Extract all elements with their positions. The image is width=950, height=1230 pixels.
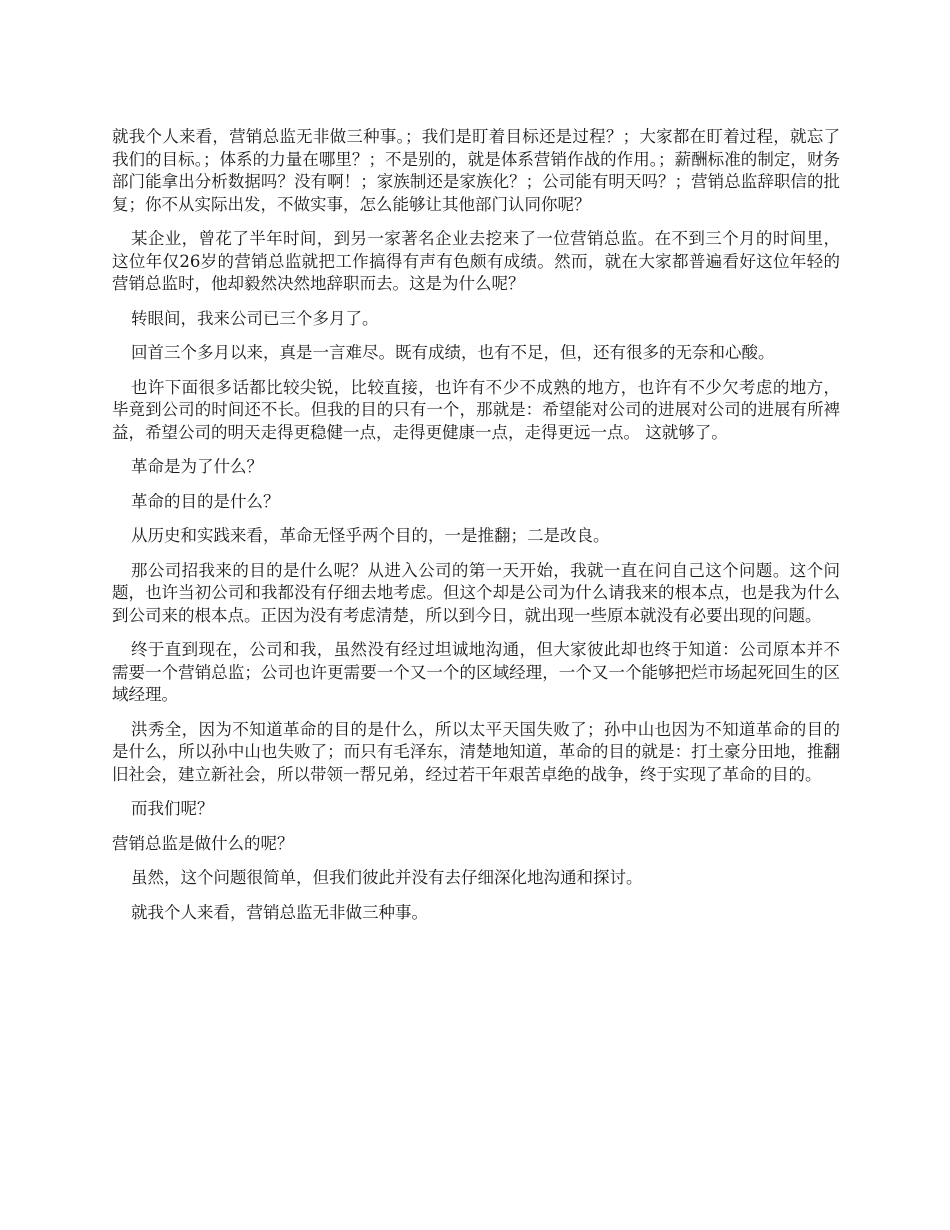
paragraph-1: 就我个人来看，营销总监无非做三种事。；我们是盯着目标还是过程？；大家都在盯着过程，就忘了我们的目标。；体系的力量在哪里？；不是别的，就是体系营销作战的作用。；薪酬标准的制定，财务部门能拿出分析数据吗？没有啊！；家族制还是家族化？；公司能有明天吗？；营销总监辞职信的批复；你不从实际出发，不做实事，怎么能够让其他部门认同你呢？ xyxy=(112,127,840,214)
paragraph-14: 虽然，这个问题很简单，但我们彼此并没有去仔细深化地沟通和探讨。 xyxy=(130,868,643,887)
paragraph-5: 也许下面很多话都比较尖锐，比较直接，也许有不少不成熟的地方，也许有不少欠考虑的地方，毕竟到公司的时间还不长。但我的目的只有一个，那就是：希望能对公司的进展对公司的进展有所裨益，希望公司的明天走得更稳健一点，走得更健康一点，走得更远一点。 这就够了。 xyxy=(112,377,840,442)
paragraph-4: 回首三个多月以来，真是一言难尽。既有成绩，也有不足，但，还有很多的无奈和心酸。 xyxy=(130,343,775,362)
paragraph-9: 那公司招我来的目的是什么呢？从进入公司的第一天开始，我就一直在问自己这个问题。这个问题，也许当初公司和我都没有仔细去地考虑。但这个却是公司为什么请我来的根本点，也是我为什么到公司来的根本点。正因为没有考虑清楚，所以到今日，就出现一些原本就没有必要出现的问题。 xyxy=(112,560,840,625)
paragraph-11: 洪秀全，因为不知道革命的目的是什么，所以太平天国失败了；孙中山也因为不知道革命的目的是什么，所以孙中山也失败了；而只有毛泽东，清楚地知道，革命的目的就是：打土豪分田地，推翻旧社会，建立新社会，所以带领一帮兄弟，经过若干年艰苦卓绝的战争，终于实现了革命的目的。 xyxy=(112,719,840,784)
paragraph-15: 就我个人来看，营销总监无非做三种事。 xyxy=(130,902,428,922)
paragraph-10: 终于直到现在，公司和我，虽然没有经过坦诚地沟通，但大家彼此却也终于知道：公司原本并不需要一个营销总监；公司也许更需要一个又一个的区域经理，一个又一个能够把烂市场起死回生的区域经理。 xyxy=(112,640,840,704)
paragraph-13: 营销总监是做什么的呢？ xyxy=(112,833,294,853)
paragraph-7: 革命的目的是什么？ xyxy=(130,491,280,511)
document-page xyxy=(112,126,840,936)
paragraph-8: 从历史和实践来看，革命无怪乎两个目的，一是推翻；二是改良。 xyxy=(130,526,610,545)
paragraph-3: 转眼间，我来公司已三个多月了。 xyxy=(130,308,379,328)
paragraph-6: 革命是为了什么？ xyxy=(130,457,263,476)
paragraph-2: 某企业，曾花了半年时间，到另一家著名企业去挖来了一位营销总监。在不到三个月的时间里，这位年仅26岁的营销总监就把工作搞得有声有色颇有成绩。然而，就在大家都普遍看好这位年轻的营销总监时，他却毅然决然地辞职而去。这是为什么呢？ xyxy=(112,229,840,293)
paragraph-12: 而我们呢？ xyxy=(130,799,214,818)
